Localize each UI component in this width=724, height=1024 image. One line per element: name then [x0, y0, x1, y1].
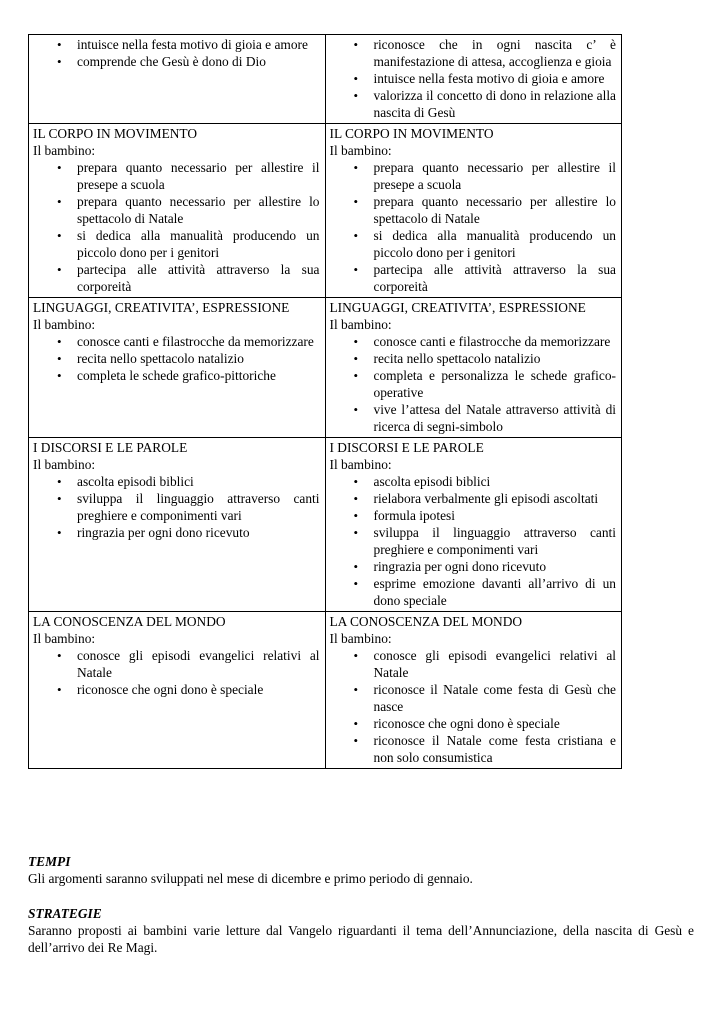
- list-item: • recita nello spettacolo natalizio: [77, 350, 320, 367]
- list-item: • completa le schede grafico-pittoriche: [77, 367, 320, 384]
- bullet-list: [330, 647, 617, 766]
- field-subtitle: Il bambino:: [329, 143, 392, 158]
- list-item: • riconosce il Natale come festa di Gesù che nasce: [374, 681, 617, 715]
- list-item: • vive l’attesa del Natale attraverso attività di ricerca di segni-simbolo: [374, 401, 617, 435]
- section-text: Saranno proposti ai bambini varie letture dal Vangelo riguardanti il tema dell’Annunciazione, della nascita di Gesù e dell’arrivo dei Re Magi.: [28, 923, 694, 955]
- bullet-list: [33, 159, 320, 295]
- list-item: • si dedica alla manualità producendo un piccolo dono per i genitori: [374, 227, 617, 261]
- list-item: • sviluppa il linguaggio attraverso canti preghiere e componimenti vari: [374, 524, 617, 558]
- list-item: • conosce gli episodi evangelici relativi al Natale: [374, 647, 617, 681]
- table-cell-right: [325, 612, 622, 769]
- table-cell-left: [29, 298, 326, 438]
- list-item: • partecipa alle attività attraverso la sua corporeità: [77, 261, 320, 295]
- list-item: • prepara quanto necessario per allestire lo spettacolo di Natale: [77, 193, 320, 227]
- list-item: • si dedica alla manualità producendo un piccolo dono per i genitori: [77, 227, 320, 261]
- list-item: • valorizza il concetto di dono in relazione alla nascita di Gesù: [374, 87, 617, 121]
- table-cell-right: [325, 35, 622, 124]
- field-heading: LINGUAGGI, CREATIVITA’, ESPRESSIONE: [33, 300, 290, 315]
- table-row: [29, 612, 622, 769]
- table-cell-left: [29, 35, 326, 124]
- field-heading: I DISCORSI E LE PAROLE: [33, 440, 188, 455]
- list-item: • rielabora verbalmente gli episodi ascoltati: [374, 490, 617, 507]
- list-item: • esprime emozione davanti all’arrivo di un dono speciale: [374, 575, 617, 609]
- list-item: • prepara quanto necessario per allestire lo spettacolo di Natale: [374, 193, 617, 227]
- bullet-list: [33, 473, 320, 541]
- list-item: • riconosce il Natale come festa cristiana e non solo consumistica: [374, 732, 617, 766]
- section-strategie: [28, 905, 694, 956]
- list-item: • riconosce che in ogni nascita c’ è manifestazione di attesa, accoglienza e gioia: [374, 36, 617, 70]
- bullet-list: [330, 159, 617, 295]
- list-item: • formula ipotesi: [374, 507, 617, 524]
- list-item: • ringrazia per ogni dono ricevuto: [374, 558, 617, 575]
- field-heading: LINGUAGGI, CREATIVITA’, ESPRESSIONE: [329, 300, 586, 315]
- curriculum-table-body: [29, 35, 622, 769]
- table-cell-right: [325, 298, 622, 438]
- section-text: Gli argomenti saranno sviluppati nel mese di dicembre e primo periodo di gennaio.: [28, 871, 473, 886]
- field-heading: IL CORPO IN MOVIMENTO: [33, 126, 198, 141]
- list-item: • ringrazia per ogni dono ricevuto: [77, 524, 320, 541]
- field-subtitle: Il bambino:: [33, 457, 96, 472]
- field-subtitle: Il bambino:: [33, 143, 96, 158]
- field-subtitle: Il bambino:: [329, 457, 392, 472]
- list-item: • completa e personalizza le schede grafico-operative: [374, 367, 617, 401]
- list-item: • conosce canti e filastrocche da memorizzare: [374, 333, 617, 350]
- field-heading: IL CORPO IN MOVIMENTO: [329, 126, 494, 141]
- bullet-list: [330, 473, 617, 609]
- list-item: • riconosce che ogni dono è speciale: [374, 715, 617, 732]
- field-heading: I DISCORSI E LE PAROLE: [329, 440, 484, 455]
- list-item: • conosce canti e filastrocche da memorizzare: [77, 333, 320, 350]
- list-item: • intuisce nella festa motivo di gioia e amore: [374, 70, 617, 87]
- list-item: • partecipa alle attività attraverso la sua corporeità: [374, 261, 617, 295]
- table-row: [29, 298, 622, 438]
- bullet-list: [330, 333, 617, 435]
- bullet-list: [33, 36, 320, 70]
- bullet-list: [330, 36, 617, 121]
- bullet-list: [33, 333, 320, 384]
- list-item: • prepara quanto necessario per allestire il presepe a scuola: [374, 159, 617, 193]
- list-item: • comprende che Gesù è dono di Dio: [77, 53, 320, 70]
- bullet-list: [33, 647, 320, 698]
- list-item: • recita nello spettacolo natalizio: [374, 350, 617, 367]
- list-item: • prepara quanto necessario per allestire il presepe a scuola: [77, 159, 320, 193]
- field-subtitle: Il bambino:: [33, 317, 96, 332]
- list-item: • conosce gli episodi evangelici relativi al Natale: [77, 647, 320, 681]
- table-cell-left: [29, 612, 326, 769]
- table-cell-left: [29, 124, 326, 298]
- table-row: [29, 438, 622, 612]
- field-heading: LA CONOSCENZA DEL MONDO: [329, 614, 523, 629]
- field-subtitle: Il bambino:: [33, 631, 96, 646]
- curriculum-table: [28, 34, 622, 769]
- list-item: • ascolta episodi biblici: [77, 473, 320, 490]
- section-tempi: [28, 853, 694, 887]
- list-item: • ascolta episodi biblici: [374, 473, 617, 490]
- section-title: STRATEGIE: [28, 906, 102, 921]
- table-cell-right: [325, 124, 622, 298]
- table-cell-left: [29, 438, 326, 612]
- list-item: • sviluppa il linguaggio attraverso canti preghiere e componimenti vari: [77, 490, 320, 524]
- section-title: TEMPI: [28, 854, 71, 869]
- table-row: [29, 124, 622, 298]
- table-row: [29, 35, 622, 124]
- field-subtitle: Il bambino:: [329, 317, 392, 332]
- list-item: • riconosce che ogni dono è speciale: [77, 681, 320, 698]
- table-cell-right: [325, 438, 622, 612]
- field-subtitle: Il bambino:: [329, 631, 392, 646]
- field-heading: LA CONOSCENZA DEL MONDO: [33, 614, 226, 629]
- list-item: • intuisce nella festa motivo di gioia e amore: [77, 36, 320, 53]
